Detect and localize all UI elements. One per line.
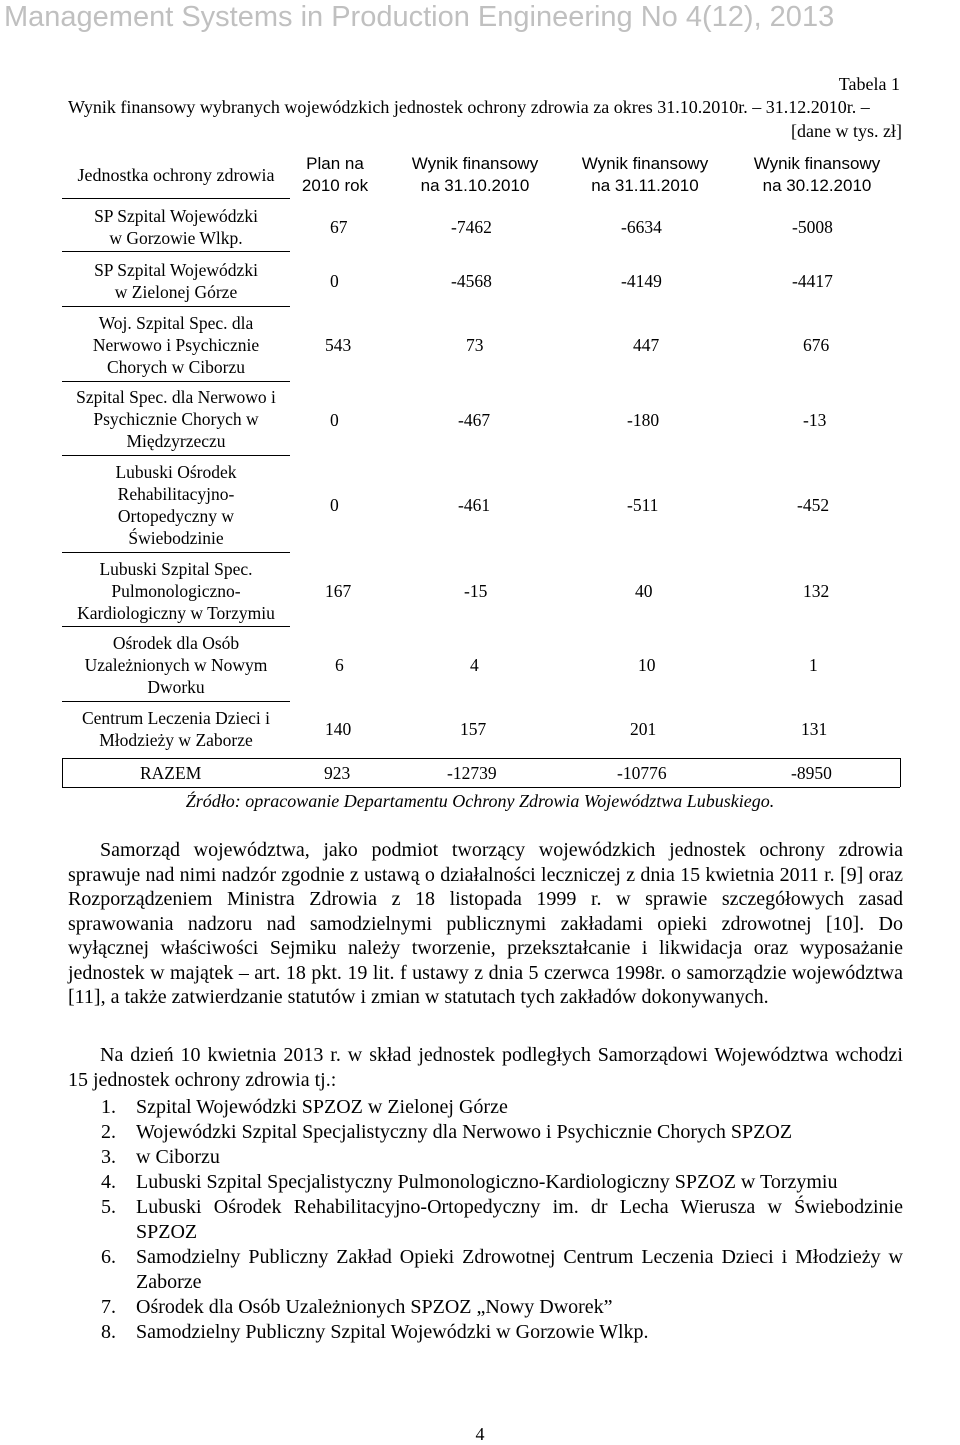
row-name: Centrum Leczenia Dzieci i Młodzieży w Zaborze xyxy=(81,708,271,750)
header-plan: Plan na 2010 rok xyxy=(301,154,369,195)
list-item: 2. Wojewódzki Szpital Specjalistyczny dla Nerwowo i Psychicznie Chorych SPZOZ xyxy=(101,1121,793,1143)
body-paragraph: Samorząd województwa, jako podmiot tworzący wojewódzkich jednostek ochrony zdrowia sprawuje nad nimi nadzór zgodnie z ustawą o działalności leczniczej z dnia 15 kwietnia 2011 r. [9] oraz Rozporządzeniem Ministra Zdrowia z 18 listopada 1999 r. w sprawie szczegółowych zasad sprawowania nadzoru nad samodzielnymi publicznymi zakładami opieki zdrowotnej [10]. Do wyłącznej właściwości Sejmiku należy tworzenie, przekształcanie i likwidacja oraz wyposażanie jednostek w majątek – art. 18 pkt. 19 lit. f ustawy z dnia 5 czerwca 1998r. o samorządzie województwa [11], a także zatwierdzanie statutów i zmian w statutach tych zakładów dokonywanych. xyxy=(68,839,903,1008)
header-unit: Jednostka ochrony zdrowia xyxy=(77,165,275,185)
row-name: SP Szpital Wojewódzki w Zielonej Górze xyxy=(94,260,258,302)
table-caption: Wynik finansowy wybranych wojewódzkich jednostek ochrony zdrowia za okres 31.10.2010r. – 31.12.2010r. – xyxy=(68,97,870,117)
page-number: 4 xyxy=(475,1424,485,1444)
row-name: SP Szpital Wojewódzki w Gorzowie Wlkp. xyxy=(94,206,258,248)
table-source: Źródło: opracowanie Departamentu Ochrony Zdrowia Województwa Lubuskiego. xyxy=(185,791,775,811)
table-number: Tabela 1 xyxy=(838,74,900,94)
list-item: 4. Lubuski Szpital Specjalistyczny Pulmonologiczno-Kardiologiczny SPZOZ w Torzymiu xyxy=(101,1171,838,1193)
row-name: Woj. Szpital Spec. dla Nerwowo i Psychicznie Chorych w Ciborzu xyxy=(92,313,260,377)
header-w2: Wynik finansowy na 31.11.2010 xyxy=(581,154,709,195)
list-item: 3. w Ciborzu xyxy=(101,1146,220,1168)
body-paragraph: Na dzień 10 kwietnia 2013 r. w skład jednostek podległych Samorządowi Województwa wchodzi 15 jednostek ochrony zdrowia tj.: xyxy=(68,1044,903,1091)
list-item: 1. Szpital Wojewódzki SPZOZ w Zielonej Górze xyxy=(101,1096,508,1118)
row-name: Szpital Spec. dla Nerwowo i Psychicznie Chorych w Międzyrzeczu xyxy=(76,387,276,451)
table-unit: [dane w tys. zł] xyxy=(791,121,902,141)
list-item: 7. Ośrodek dla Osób Uzależnionych SPZOZ „Nowy Dworek” xyxy=(101,1296,613,1318)
row-name: Lubuski Ośrodek Rehabilitacyjno- Ortopedyczny w Świebodzinie xyxy=(115,462,237,548)
list-item: 5. Lubuski Ośrodek Rehabilitacyjno-Ortopedyczny im. dr Lecha Wierusza w Świebodzinie SPZOZ xyxy=(101,1196,903,1243)
header-w3: Wynik finansowy na 30.12.2010 xyxy=(753,154,881,195)
row-name: Ośrodek dla Osób Uzależnionych w Nowym Dworku xyxy=(84,633,268,697)
header-w1: Wynik finansowy na 31.10.2010 xyxy=(411,154,539,195)
row-name: Lubuski Szpital Spec. Pulmonologiczno- Kardiologiczny w Torzymiu xyxy=(77,559,275,623)
unit-list xyxy=(68,1095,903,1345)
list-item: 6. Samodzielny Publiczny Zakład Opieki Zdrowotnej Centrum Leczenia Dzieci i Młodzieży w Zaborze xyxy=(101,1246,903,1293)
list-item: 8. Samodzielny Publiczny Szpital Wojewódzki w Gorzowie Wlkp. xyxy=(101,1321,649,1343)
running-header: Management Systems in Production Engineering No 4(12), 2013 xyxy=(4,1,835,33)
